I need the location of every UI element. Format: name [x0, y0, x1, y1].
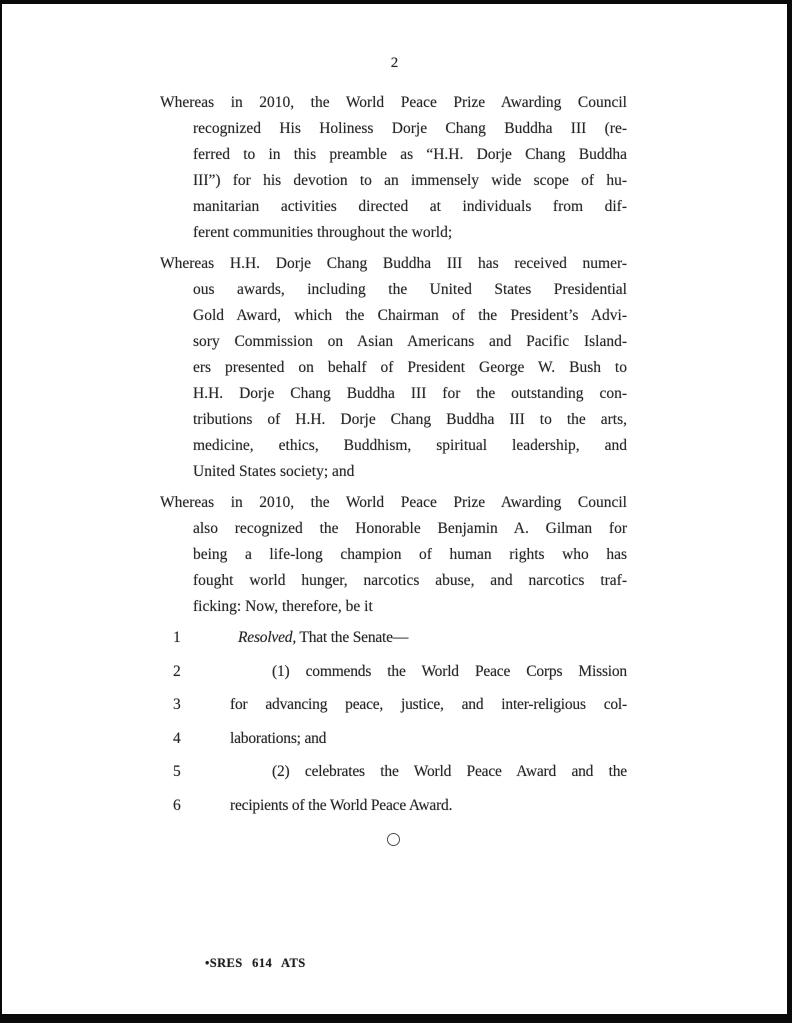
preamble-line: ers presented on behalf of President George W. Bush to — [193, 359, 627, 376]
resolution-section — [173, 621, 627, 822]
whereas-paragraph — [160, 90, 627, 246]
resolution-line-rest: for advancing peace, justice, and inter-religious col- — [230, 696, 627, 713]
preamble-line: ficking: Now, therefore, be it — [193, 598, 373, 615]
footer-bullet: • — [205, 956, 210, 970]
preamble-line: manitarian activities directed at individuals from dif- — [193, 198, 627, 215]
preamble-line: recognized His Holiness Dorje Chang Buddha III (re- — [193, 120, 627, 137]
resolution-line-text — [230, 663, 627, 680]
preamble-line: ous awards, including the United States Presidential — [193, 281, 627, 298]
document-page — [2, 4, 787, 1014]
resolution-line-rest: recipients of the World Peace Award. — [230, 796, 453, 814]
preamble-line: United States society; and — [193, 463, 355, 480]
resolution-line-text — [230, 797, 452, 814]
resolution-line-rest: laborations; and — [230, 729, 327, 747]
preamble-line: ferred to in this preamble as “H.H. Dorje Chang Buddha — [193, 146, 627, 163]
preamble-line: Whereas H.H. Dorje Chang Buddha III has received numer- — [160, 255, 627, 272]
preamble-line: tributions of H.H. Dorje Chang Buddha III to the arts, — [193, 411, 627, 428]
bill-footer — [205, 956, 306, 971]
resolution-line-text — [230, 696, 627, 713]
line-number: 6 — [173, 796, 181, 814]
resolution-line-rest: (2) celebrates the World Peace Award and the — [272, 763, 627, 780]
preamble-line: being a life-long champion of human rights who has — [193, 546, 627, 563]
preamble-line: Whereas in 2010, the World Peace Prize Awarding Council — [160, 494, 627, 511]
resolution-line-text — [230, 629, 408, 646]
resolution-line — [173, 755, 627, 789]
preamble-line: III”) for his devotion to an immensely wide scope of hu- — [193, 172, 627, 189]
preamble-line: Whereas in 2010, the World Peace Prize Awarding Council — [160, 94, 627, 111]
line-number: 1 — [173, 629, 181, 646]
page-number: 2 — [390, 55, 399, 71]
end-of-resolution-circle-icon — [387, 833, 400, 846]
resolution-line-text — [230, 730, 326, 747]
resolution-line-rest: (1) commends the World Peace Corps Mission — [272, 662, 627, 680]
preamble-line: sory Commission on Asian Americans and Pacific Island- — [193, 333, 627, 350]
preamble-line: H.H. Dorje Chang Buddha III for the outstanding con- — [193, 385, 627, 402]
whereas-paragraph — [160, 251, 627, 485]
resolution-line — [173, 789, 627, 823]
line-number: 3 — [173, 696, 181, 713]
whereas-paragraph — [160, 490, 627, 620]
preamble-section — [160, 90, 627, 625]
resolved-italic-label: Resolved, — [238, 629, 297, 646]
preamble-line: medicine, ethics, Buddhism, spiritual leadership, and — [193, 437, 627, 454]
preamble-line: Gold Award, which the Chairman of the President’s Advi- — [193, 307, 627, 324]
preamble-line: also recognized the Honorable Benjamin A. Gilman for — [193, 520, 627, 537]
resolution-line-text — [230, 763, 627, 780]
resolution-line — [173, 722, 627, 756]
line-number: 2 — [173, 662, 181, 680]
resolution-line-rest: That the Senate— — [296, 629, 409, 646]
resolution-line — [173, 621, 627, 655]
preamble-line: fought world hunger, narcotics abuse, and narcotics traf- — [193, 572, 627, 589]
resolution-line — [173, 655, 627, 689]
resolution-line — [173, 688, 627, 722]
preamble-line: ferent communities throughout the world; — [193, 224, 453, 241]
bill-id-label: SRES 614 ATS — [209, 956, 306, 970]
line-number: 5 — [173, 763, 181, 780]
line-number: 4 — [173, 729, 181, 747]
